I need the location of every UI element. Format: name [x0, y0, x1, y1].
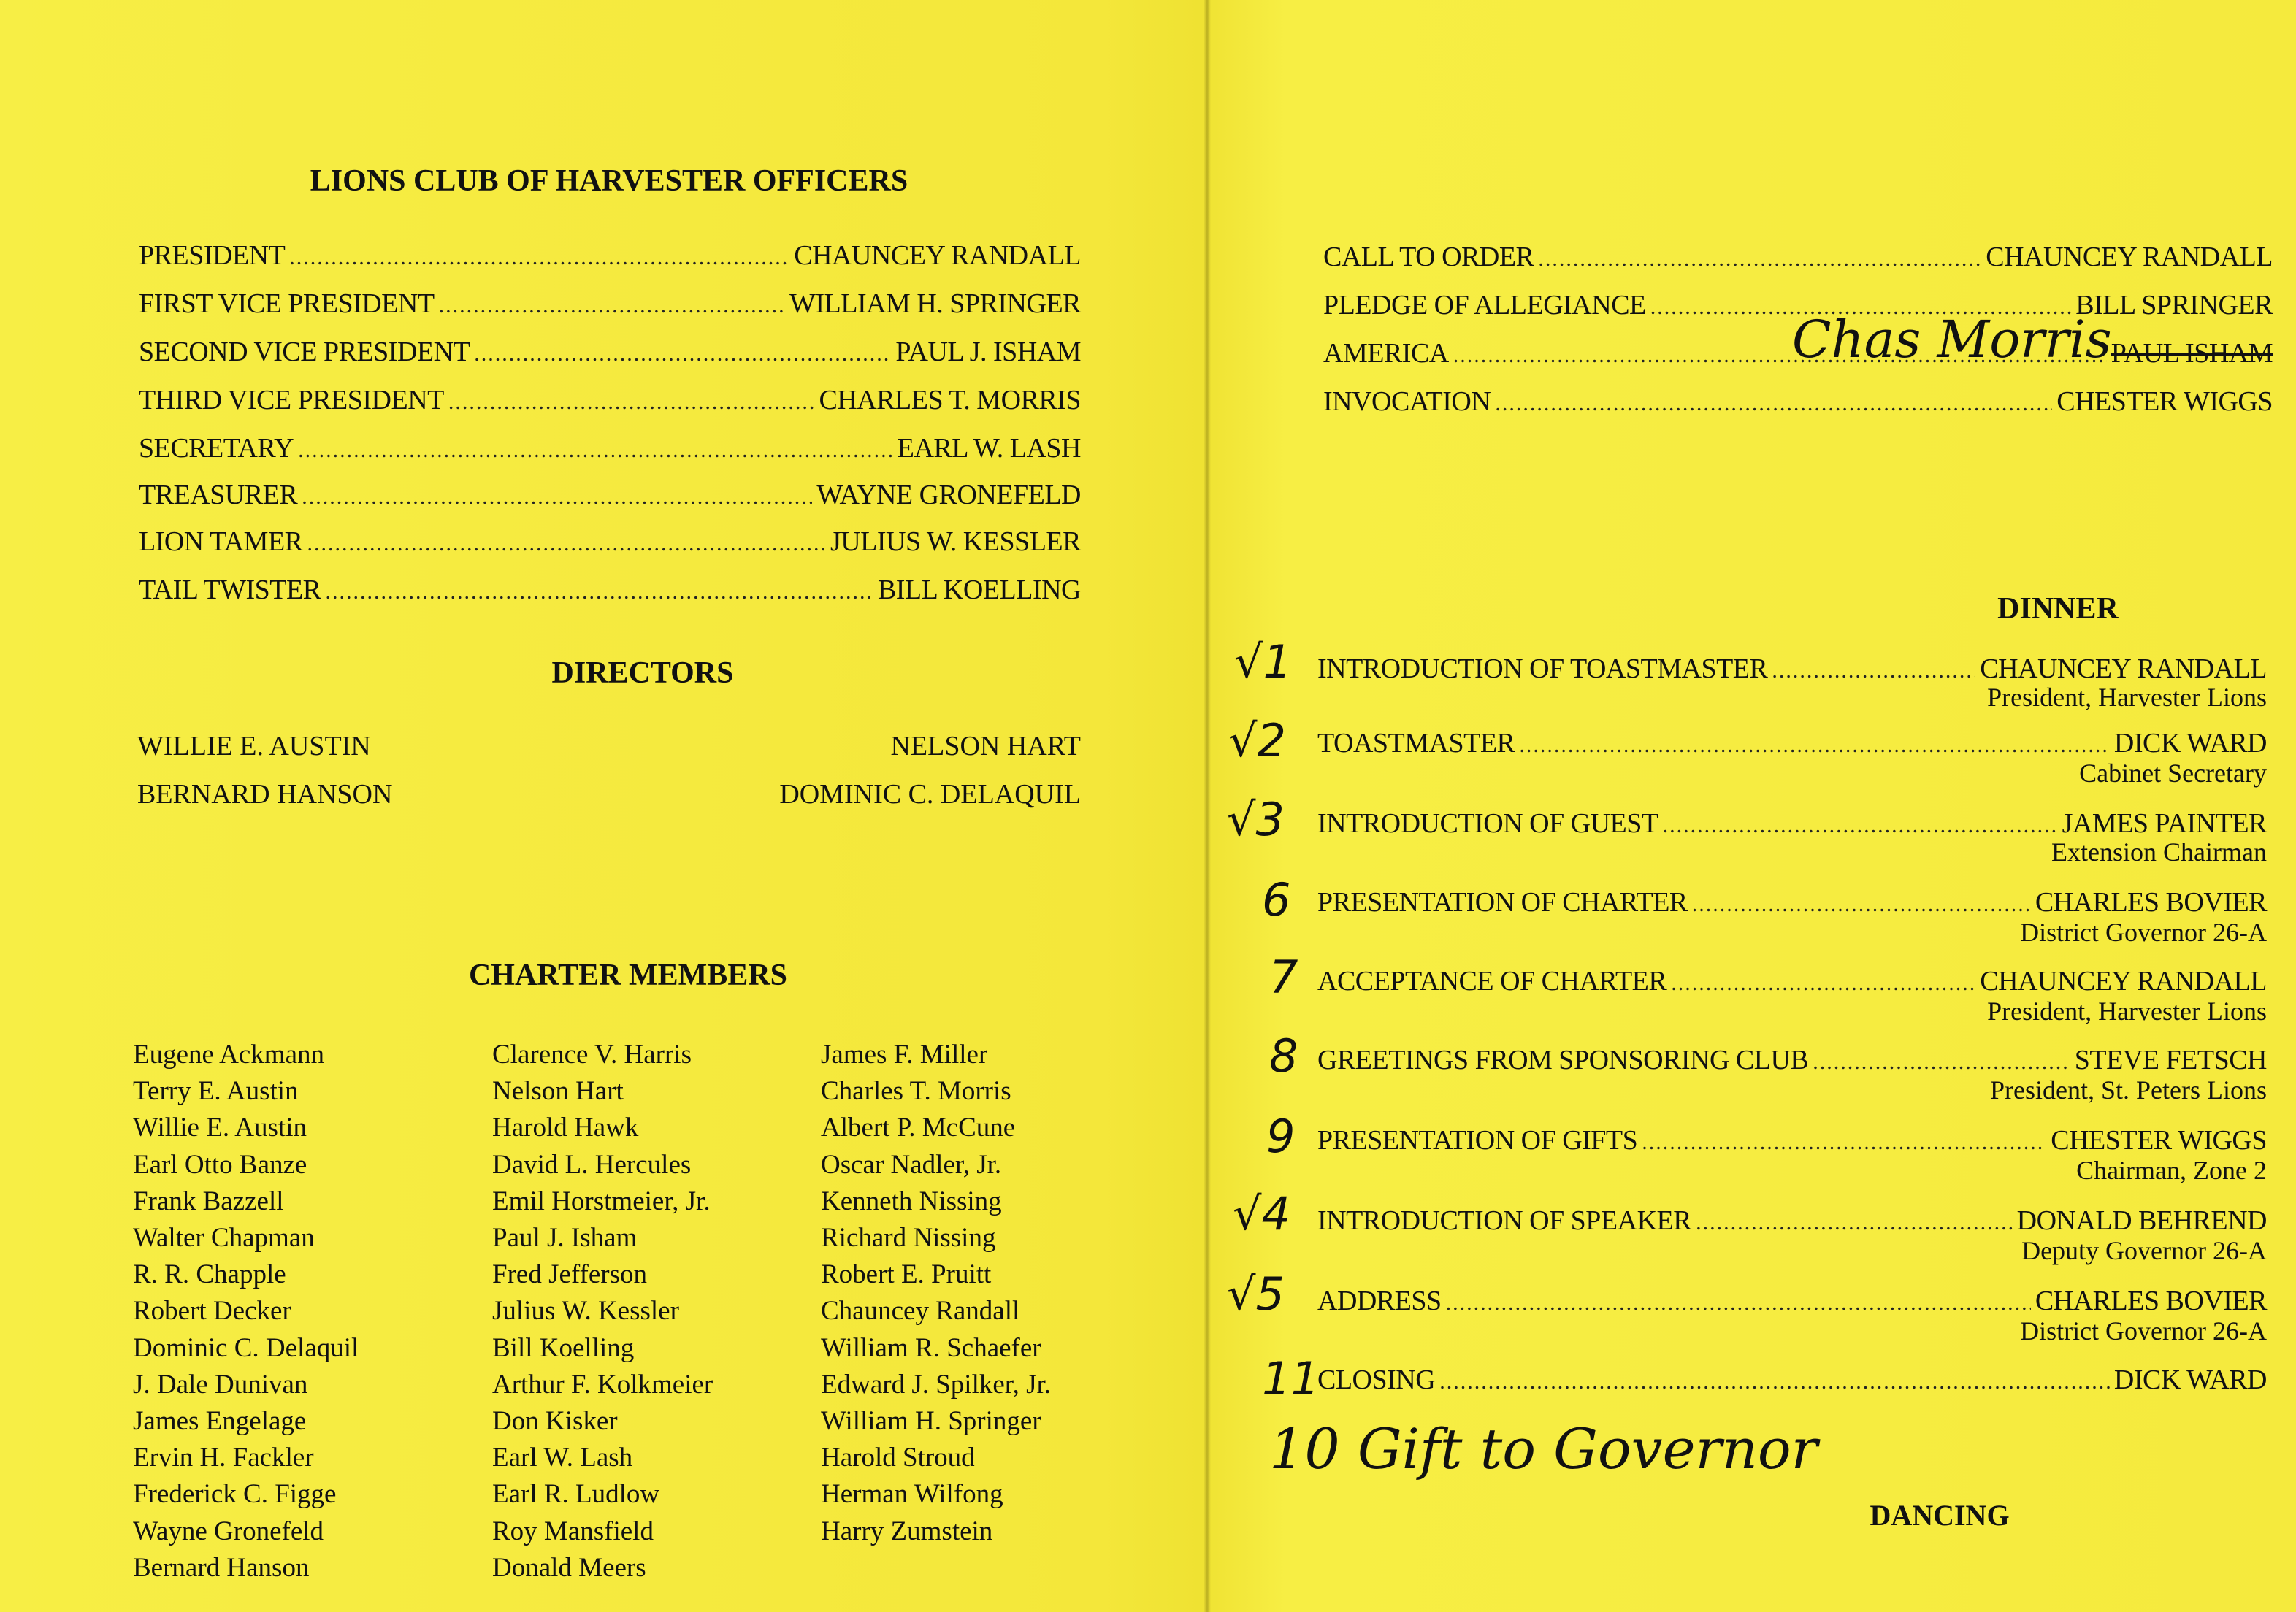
program-row: PRESENTATION OF GIFTS ..... CHESTER WIGGS: [1317, 1124, 2267, 1156]
program-role: President, St. Peters Lions: [1990, 1075, 2267, 1105]
opening-row: PLEDGE OF ALLEGIANCE ..... BILL SPRINGER: [1323, 289, 2273, 321]
program-row: GREETINGS FROM SPONSORING CLUB ..... STEVE FETSCH: [1317, 1044, 2267, 1076]
leader-dots: [1692, 892, 2031, 917]
handwritten-mark: √1: [1234, 635, 1292, 688]
program-row: INTRODUCTION OF SPEAKER ..... DONALD BEHREND: [1317, 1205, 2267, 1237]
program-role: Extension Chairman: [2051, 837, 2267, 867]
leader-dots: [1519, 733, 2110, 758]
charter-member: Frank Bazzell: [133, 1186, 284, 1216]
charter-member: Bernard Hanson: [133, 1552, 310, 1583]
program-role: Chairman, Zone 2: [2076, 1156, 2267, 1185]
leader-dots: [1671, 971, 1975, 996]
leader-dots: [1446, 1291, 2031, 1316]
charter-member: David L. Hercules: [492, 1149, 692, 1180]
directors-title: DIRECTORS: [551, 656, 734, 690]
center-fold: [1204, 0, 1211, 1612]
director-name: NELSON HART: [890, 731, 1081, 761]
charter-member: Fred Jefferson: [492, 1259, 648, 1290]
program-role: President, Harvester Lions: [1987, 997, 2267, 1026]
handwritten-mark: 11: [1262, 1352, 1320, 1405]
charter-member: Frederick C. Figge: [133, 1479, 337, 1510]
leader-dots: [298, 438, 893, 463]
handwritten-replacement: Chas Morris: [1792, 310, 2112, 369]
right-panel: [1211, 0, 2296, 1612]
charter-member: Earl Otto Banze: [133, 1149, 307, 1180]
program-row: ACCEPTANCE OF CHARTER ..... CHAUNCEY RANDALL: [1317, 965, 2267, 997]
charter-member: Nelson Hart: [492, 1076, 624, 1107]
charter-member: Richard Nissing: [821, 1223, 996, 1254]
charter-column-3: [821, 1037, 1051, 1550]
program-row: PRESENTATION OF CHARTER ..... CHARLES BOVIER: [1317, 886, 2267, 918]
charter-member: Clarence V. Harris: [492, 1040, 692, 1070]
officer-row: FIRST VICE PRESIDENT ..... WILLIAM H. SPRINGER: [139, 288, 1081, 320]
leader-dots: [1538, 247, 1981, 272]
opening-row: AMERICA ..... PAUL ISHAM: [1323, 337, 2273, 369]
leader-dots: [307, 531, 826, 556]
opening-row: INVOCATION ..... CHESTER WIGGS: [1323, 385, 2273, 418]
officer-row: THIRD VICE PRESIDENT ..... CHARLES T. MORRIS: [139, 384, 1081, 416]
dinner-title: DINNER: [1997, 592, 2119, 626]
program-row: INTRODUCTION OF GUEST ..... JAMES PAINTER: [1317, 807, 2267, 840]
handwritten-mark: 6: [1262, 873, 1291, 926]
handwritten-note: 10 Gift to Governor: [1269, 1416, 1818, 1481]
charter-member: Earl R. Ludlow: [492, 1479, 660, 1510]
leader-dots: [1813, 1050, 2070, 1075]
charter-member: Edward J. Spilker, Jr.: [821, 1369, 1052, 1400]
charter-member: Donald Meers: [492, 1552, 646, 1583]
director-name: WILLIE E. AUSTIN: [137, 731, 371, 761]
charter-member: William H. Springer: [821, 1406, 1041, 1437]
charter-member: Harry Zumstein: [821, 1516, 993, 1546]
officer-row: SECRETARY ..... EARL W. LASH: [139, 432, 1081, 464]
charter-member: Chauncey Randall: [821, 1296, 1020, 1327]
charter-member: Don Kisker: [492, 1406, 618, 1437]
officer-row: TREASURER ..... WAYNE GRONEFELD: [139, 479, 1081, 511]
dancing-label: DANCING: [1870, 1499, 2010, 1532]
program-role: Deputy Governor 26-A: [2021, 1236, 2267, 1265]
officer-row: LION TAMER ..... JULIUS W. KESSLER: [139, 526, 1081, 558]
program-row: CLOSING ..... DICK WARD: [1317, 1364, 2267, 1396]
leader-dots: [439, 293, 785, 318]
charter-member: Herman Wilfong: [821, 1479, 1003, 1510]
charter-member: Albert P. McCune: [821, 1113, 1016, 1143]
leader-dots: [1663, 813, 2058, 838]
charter-member: Arthur F. Kolkmeier: [492, 1369, 713, 1400]
handwritten-mark: √3: [1227, 793, 1285, 846]
charter-column-1: [133, 1037, 359, 1586]
charter-members-title: CHARTER MEMBERS: [468, 959, 788, 992]
charter-member: Eugene Ackmann: [133, 1040, 324, 1070]
leader-dots: [474, 342, 891, 366]
leader-dots: [1772, 659, 1975, 683]
charter-member: R. R. Chapple: [133, 1259, 286, 1290]
charter-member: Paul J. Isham: [492, 1223, 638, 1254]
program-row: INTRODUCTION OF TOASTMASTER ..... CHAUNCEY RANDALL: [1317, 653, 2267, 685]
program-role: Cabinet Secretary: [2079, 759, 2267, 788]
charter-member: Wayne Gronefeld: [133, 1516, 324, 1546]
charter-member: Roy Mansfield: [492, 1516, 654, 1546]
officer-row: TAIL TWISTER ..... BILL KOELLING: [139, 574, 1081, 606]
program-role: District Governor 26-A: [2020, 1316, 2267, 1346]
charter-member: Willie E. Austin: [133, 1113, 307, 1143]
charter-member: Dominic C. Delaquil: [133, 1332, 359, 1363]
charter-member: Oscar Nadler, Jr.: [821, 1149, 1002, 1180]
leader-dots: [1495, 391, 2052, 416]
opening-row: CALL TO ORDER ..... CHAUNCEY RANDALL: [1323, 241, 2273, 273]
charter-member: Julius W. Kessler: [492, 1296, 679, 1327]
charter-member: Kenneth Nissing: [821, 1186, 1002, 1216]
handwritten-mark: √5: [1227, 1267, 1285, 1321]
handwritten-mark: 9: [1266, 1110, 1296, 1163]
handwritten-mark: √2: [1228, 714, 1286, 767]
charter-member: J. Dale Dunivan: [133, 1369, 308, 1400]
handwritten-mark: √4: [1233, 1187, 1290, 1240]
leader-dots: [1439, 1370, 2110, 1394]
charter-member: Bill Koelling: [492, 1332, 635, 1363]
program-row: ADDRESS ..... CHARLES BOVIER: [1317, 1285, 2267, 1317]
leader-dots: [302, 485, 812, 510]
handwritten-mark: 7: [1269, 951, 1298, 1004]
charter-member: Robert E. Pruitt: [821, 1259, 992, 1290]
charter-member: Robert Decker: [133, 1296, 291, 1327]
leader-dots: [289, 245, 789, 270]
program-row: TOASTMASTER ..... DICK WARD: [1317, 727, 2267, 759]
program-role: President, Harvester Lions: [1987, 683, 2267, 712]
charter-member: Ervin H. Fackler: [133, 1443, 314, 1473]
charter-member: Charles T. Morris: [821, 1076, 1011, 1107]
officer-row: SECOND VICE PRESIDENT ..... PAUL J. ISHAM: [139, 336, 1081, 368]
officers-title: LIONS CLUB OF HARVESTER OFFICERS: [310, 164, 908, 198]
leader-dots: [448, 390, 815, 415]
charter-column-2: [492, 1037, 713, 1586]
officer-row: PRESIDENT ..... CHAUNCEY RANDALL: [139, 239, 1081, 272]
director-name: BERNARD HANSON: [137, 779, 393, 810]
charter-member: James Engelage: [133, 1406, 307, 1437]
charter-member: Terry E. Austin: [133, 1076, 299, 1107]
handwritten-mark: 8: [1269, 1029, 1298, 1083]
charter-member: William R. Schaefer: [821, 1332, 1041, 1363]
charter-member: James F. Miller: [821, 1040, 988, 1070]
leader-dots: [1696, 1210, 2013, 1235]
charter-member: Emil Horstmeier, Jr.: [492, 1186, 711, 1216]
charter-member: Walter Chapman: [133, 1223, 315, 1254]
leader-dots: [326, 580, 873, 604]
charter-member: Harold Hawk: [492, 1113, 639, 1143]
charter-member: Harold Stroud: [821, 1443, 975, 1473]
struck-name: PAUL ISHAM: [2111, 338, 2273, 369]
director-name: DOMINIC C. DELAQUIL: [779, 779, 1081, 810]
charter-member: Earl W. Lash: [492, 1443, 633, 1473]
leader-dots: [1642, 1130, 2046, 1155]
program-role: District Governor 26-A: [2020, 918, 2267, 947]
